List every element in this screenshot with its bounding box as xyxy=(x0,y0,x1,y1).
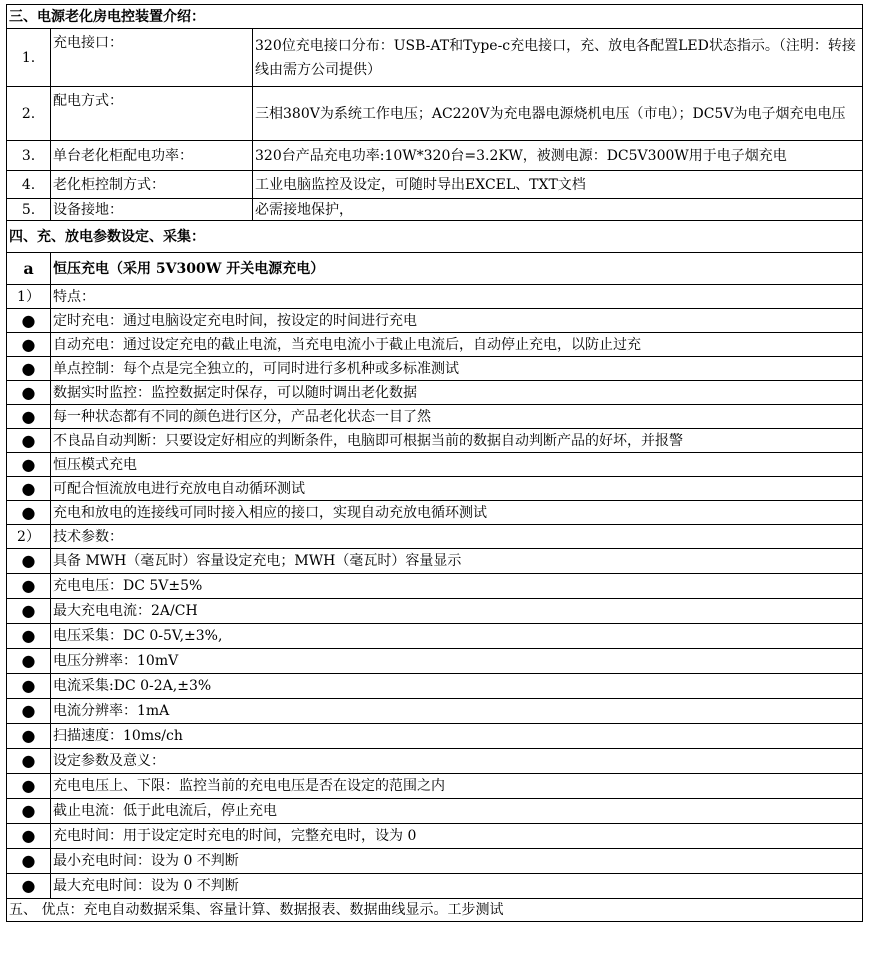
bullet-text: 最大充电时间：设为 0 不判断 xyxy=(51,874,863,899)
bullet-text: 电压采集：DC 0-5V,±3%, xyxy=(51,624,863,649)
bullet-icon: ● xyxy=(7,724,51,749)
spec-row-5 xyxy=(7,199,863,221)
bullet-text: 每一种状态都有不同的颜色进行区分，产品老化状态一目了然 xyxy=(51,405,863,429)
spec-num: 1. xyxy=(7,29,51,87)
features-num: 1） xyxy=(7,285,51,309)
bullet-text: 定时充电：通过电脑设定充电时间，按设定的时间进行充电 xyxy=(51,309,863,333)
bullet-row xyxy=(7,674,863,699)
bullet-row xyxy=(7,453,863,477)
bullet-row xyxy=(7,624,863,649)
spec-label: 老化柜控制方式： xyxy=(51,171,253,199)
tech-header xyxy=(7,525,863,549)
bullet-row xyxy=(7,574,863,599)
spec-document xyxy=(6,4,862,922)
bullet-icon: ● xyxy=(7,429,51,453)
bullet-icon: ● xyxy=(7,477,51,501)
bullet-row xyxy=(7,849,863,874)
bullet-text: 扫描速度：10ms/ch xyxy=(51,724,863,749)
section-4-title: 四、充、放电参数设定、采集： xyxy=(7,221,863,253)
bullet-row xyxy=(7,381,863,405)
spec-label: 单台老化柜配电功率： xyxy=(51,141,253,171)
bullet-text: 充电时间：用于设定定时充电的时间，完整充电时，设为 0 xyxy=(51,824,863,849)
bullet-icon: ● xyxy=(7,574,51,599)
bullet-text: 单点控制：每个点是完全独立的，可同时进行多机种或多标准测试 xyxy=(51,357,863,381)
spec-table xyxy=(6,4,863,922)
bullet-icon: ● xyxy=(7,824,51,849)
bullet-text: 恒压模式充电 xyxy=(51,453,863,477)
spec-desc: 320台产品充电功率:10W*320台=3.2KW，被测电源：DC5V300W用于电子烟充电 xyxy=(253,141,863,171)
bullet-text: 电压分辨率：10mV xyxy=(51,649,863,674)
bullet-icon: ● xyxy=(7,309,51,333)
bullet-text: 截止电流：低于此电流后，停止充电 xyxy=(51,799,863,824)
tech-title: 技术参数： xyxy=(51,525,863,549)
spec-row-2 xyxy=(7,87,863,141)
spec-num: 3. xyxy=(7,141,51,171)
bullet-text: 设定参数及意义： xyxy=(51,749,863,774)
bullet-text: 数据实时监控：监控数据定时保存，可以随时调出老化数据 xyxy=(51,381,863,405)
bullet-row xyxy=(7,309,863,333)
features-title: 特点： xyxy=(51,285,863,309)
bullet-icon: ● xyxy=(7,405,51,429)
bullet-icon: ● xyxy=(7,774,51,799)
bullet-row xyxy=(7,649,863,674)
bullet-icon: ● xyxy=(7,501,51,525)
bullet-icon: ● xyxy=(7,453,51,477)
section-3-title: 三、电源老化房电控装置介绍： xyxy=(7,5,863,29)
spec-row-4 xyxy=(7,171,863,199)
spec-desc: 必需接地保护， xyxy=(253,199,863,221)
bullet-text: 充电电压：DC 5V±5% xyxy=(51,574,863,599)
bullet-row xyxy=(7,477,863,501)
spec-num: 2. xyxy=(7,87,51,141)
bullet-row xyxy=(7,699,863,724)
spec-row-3 xyxy=(7,141,863,171)
bullet-text: 具备 MWH（毫瓦时）容量设定充电；MWH（毫瓦时）容量显示 xyxy=(51,549,863,574)
bullet-row xyxy=(7,874,863,899)
bullet-icon: ● xyxy=(7,699,51,724)
tech-num: 2） xyxy=(7,525,51,549)
bullet-icon: ● xyxy=(7,624,51,649)
bullet-row xyxy=(7,724,863,749)
bullet-row xyxy=(7,333,863,357)
subsection-num: a xyxy=(7,253,51,285)
bullet-icon: ● xyxy=(7,874,51,899)
bullet-text: 自动充电：通过设定充电的截止电流，当充电电流小于截止电流后，自动停止充电，以防止过充 xyxy=(51,333,863,357)
bullet-text: 充电和放电的连接线可同时接入相应的接口，实现自动充放电循环测试 xyxy=(51,501,863,525)
spec-row-1 xyxy=(7,29,863,87)
bullet-row xyxy=(7,357,863,381)
bullet-icon: ● xyxy=(7,674,51,699)
bullet-icon: ● xyxy=(7,799,51,824)
bullet-icon: ● xyxy=(7,849,51,874)
bullet-icon: ● xyxy=(7,381,51,405)
bullet-row xyxy=(7,824,863,849)
bullet-icon: ● xyxy=(7,357,51,381)
spec-label: 配电方式： xyxy=(51,87,253,141)
section-5-text: 五、 优点：充电自动数据采集、容量计算、数据报表、数据曲线显示。工步测试 xyxy=(7,899,863,922)
bullet-text: 电流分辨率：1mA xyxy=(51,699,863,724)
bullet-text: 可配合恒流放电进行充放电自动循环测试 xyxy=(51,477,863,501)
bullet-text: 电流采集:DC 0-2A,±3% xyxy=(51,674,863,699)
bullet-text: 不良品自动判断：只要设定好相应的判断条件，电脑即可根据当前的数据自动判断产品的好坏，并报警 xyxy=(51,429,863,453)
spec-desc: 三相380V为系统工作电压；AC220V为充电器电源烧机电压（市电）；DC5V为电子烟充电电压 xyxy=(253,87,863,141)
bullet-row xyxy=(7,501,863,525)
subsection-title: 恒压充电（采用 5V300W 开关电源充电） xyxy=(51,253,863,285)
bullet-row xyxy=(7,599,863,624)
bullet-icon: ● xyxy=(7,333,51,357)
bullet-icon: ● xyxy=(7,749,51,774)
section-4-header xyxy=(7,221,863,253)
bullet-icon: ● xyxy=(7,649,51,674)
spec-desc-text: 320位充电接口分布：USB-AT和Type-c充电接口，充、放电各配置LED状态指示。（注明：转接线由需方公司提供） xyxy=(255,37,856,78)
bullet-icon: ● xyxy=(7,599,51,624)
section-3-header xyxy=(7,5,863,29)
subsection-a xyxy=(7,253,863,285)
spec-label: 设备接地： xyxy=(51,199,253,221)
spec-num: 4. xyxy=(7,171,51,199)
bullet-row xyxy=(7,549,863,574)
features-header xyxy=(7,285,863,309)
spec-num: 5. xyxy=(7,199,51,221)
bullet-row xyxy=(7,799,863,824)
bullet-icon: ● xyxy=(7,549,51,574)
section-5-row xyxy=(7,899,863,922)
spec-desc xyxy=(253,29,863,87)
bullet-text: 最小充电时间：设为 0 不判断 xyxy=(51,849,863,874)
bullet-row xyxy=(7,429,863,453)
bullet-row xyxy=(7,774,863,799)
bullet-row xyxy=(7,405,863,429)
bullet-text: 最大充电电流：2A/CH xyxy=(51,599,863,624)
bullet-row xyxy=(7,749,863,774)
spec-label: 充电接口： xyxy=(51,29,253,87)
spec-desc: 工业电脑监控及设定，可随时导出EXCEL、TXT文档 xyxy=(253,171,863,199)
bullet-text: 充电电压上、下限：监控当前的充电电压是否在设定的范围之内 xyxy=(51,774,863,799)
